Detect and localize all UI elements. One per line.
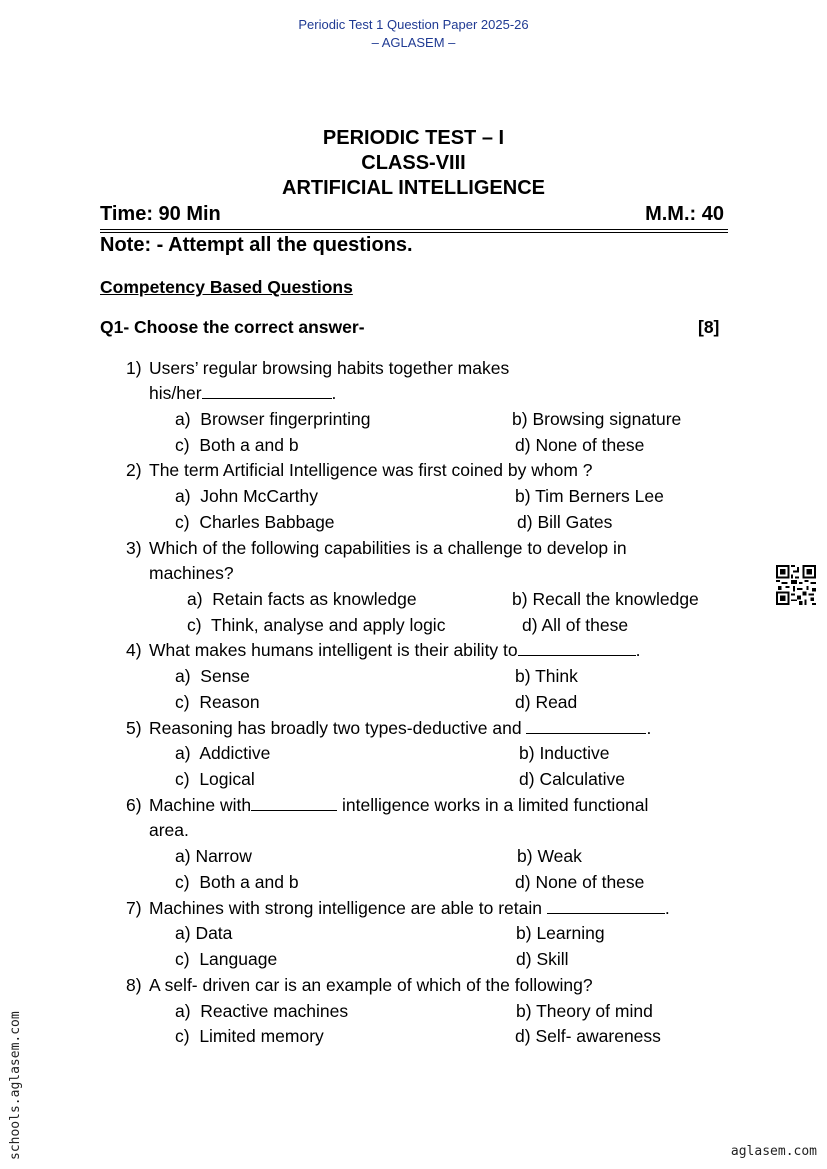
header-line1: Periodic Test 1 Question Paper 2025-26: [298, 17, 529, 32]
question-number: 6): [126, 795, 142, 815]
question-number: 8): [126, 975, 142, 995]
option-d: d) None of these: [515, 872, 645, 892]
divider-top: [100, 229, 728, 230]
option-b: b) Think: [515, 666, 578, 686]
option-c: c) Limited memory: [175, 1026, 324, 1046]
class-title: CLASS-VIII: [361, 152, 466, 174]
option-a: a) Reactive machines: [175, 1001, 349, 1021]
subject-title: ARTIFICIAL INTELLIGENCE: [282, 177, 545, 199]
answer-blank: [518, 641, 636, 656]
option-a: a) Browser fingerprinting: [175, 409, 371, 429]
option-d: d) Bill Gates: [517, 512, 613, 532]
question-text: Reasoning has broadly two types-deductive and .: [149, 718, 652, 738]
question-text: Machines with strong intelligence are able to retain .: [149, 898, 670, 918]
option-b: b) Learning: [516, 923, 605, 943]
question-text: A self- driven car is an example of which of the following?: [149, 975, 593, 995]
answer-blank: [526, 719, 646, 734]
option-d: d) Self- awareness: [515, 1026, 661, 1046]
option-d: d) Calculative: [519, 769, 626, 789]
option-b: b) Inductive: [519, 743, 610, 763]
option-d: d) Read: [515, 692, 578, 712]
qr-code-icon: [776, 565, 816, 605]
option-d: d) All of these: [522, 615, 629, 635]
option-c: c) Think, analyse and apply logic: [187, 615, 446, 635]
note: Note: - Attempt all the questions.: [100, 234, 413, 256]
option-c: c) Language: [175, 949, 278, 969]
option-c: c) Reason: [175, 692, 260, 712]
marks-label: M.M.: 40: [645, 203, 724, 225]
answer-blank: [547, 899, 665, 914]
question-text: Machine with intelligence works in a limited functional: [149, 795, 649, 815]
question-number: 4): [126, 640, 142, 660]
option-b: b) Browsing signature: [512, 409, 682, 429]
option-a: a) Addictive: [175, 743, 271, 763]
time-label: Time: 90 Min: [100, 203, 221, 225]
option-c: c) Both a and b: [175, 435, 299, 455]
q1-marks: [8]: [698, 317, 720, 337]
question-number: 5): [126, 718, 142, 738]
question-text-line2: area.: [149, 820, 189, 840]
q1-label: Q1- Choose the correct answer-: [100, 317, 365, 337]
question-text: The term Artificial Intelligence was first coined by whom ?: [149, 460, 593, 480]
option-c: c) Charles Babbage: [175, 512, 335, 532]
option-b: b) Tim Berners Lee: [515, 486, 664, 506]
option-a: a) Retain facts as knowledge: [187, 589, 417, 609]
question-text-line2: his/her .: [149, 383, 337, 403]
option-a: a) Data: [175, 923, 233, 943]
question-number: 3): [126, 538, 142, 558]
header-line2: – AGLASEM –: [371, 35, 456, 50]
option-a: a) Narrow: [175, 846, 252, 866]
answer-blank: [202, 384, 332, 399]
question-text: Which of the following capabilities is a challenge to develop in: [149, 538, 627, 558]
option-a: a) John McCarthy: [175, 486, 318, 506]
option-c: c) Logical: [175, 769, 255, 789]
option-d: d) None of these: [515, 435, 645, 455]
question-number: 1): [126, 358, 142, 378]
option-b: b) Theory of mind: [516, 1001, 653, 1021]
question-text-line2: machines?: [149, 563, 234, 583]
side-watermark: schools.aglasem.com: [8, 1011, 23, 1160]
test-title: PERIODIC TEST – I: [322, 127, 505, 149]
section-heading: Competency Based Questions: [100, 277, 353, 297]
option-b: b) Recall the knowledge: [512, 589, 699, 609]
option-a: a) Sense: [175, 666, 250, 686]
question-number: 7): [126, 898, 142, 918]
answer-blank: [251, 796, 337, 811]
option-d: d) Skill: [516, 949, 569, 969]
divider-bottom: [100, 232, 728, 233]
question-text: What makes humans intelligent is their ability to .: [149, 640, 641, 660]
option-b: b) Weak: [517, 846, 582, 866]
question-number: 2): [126, 460, 142, 480]
question-text: Users’ regular browsing habits together makes: [149, 358, 510, 378]
footer-watermark: aglasem.com: [730, 1144, 817, 1159]
option-c: c) Both a and b: [175, 872, 299, 892]
